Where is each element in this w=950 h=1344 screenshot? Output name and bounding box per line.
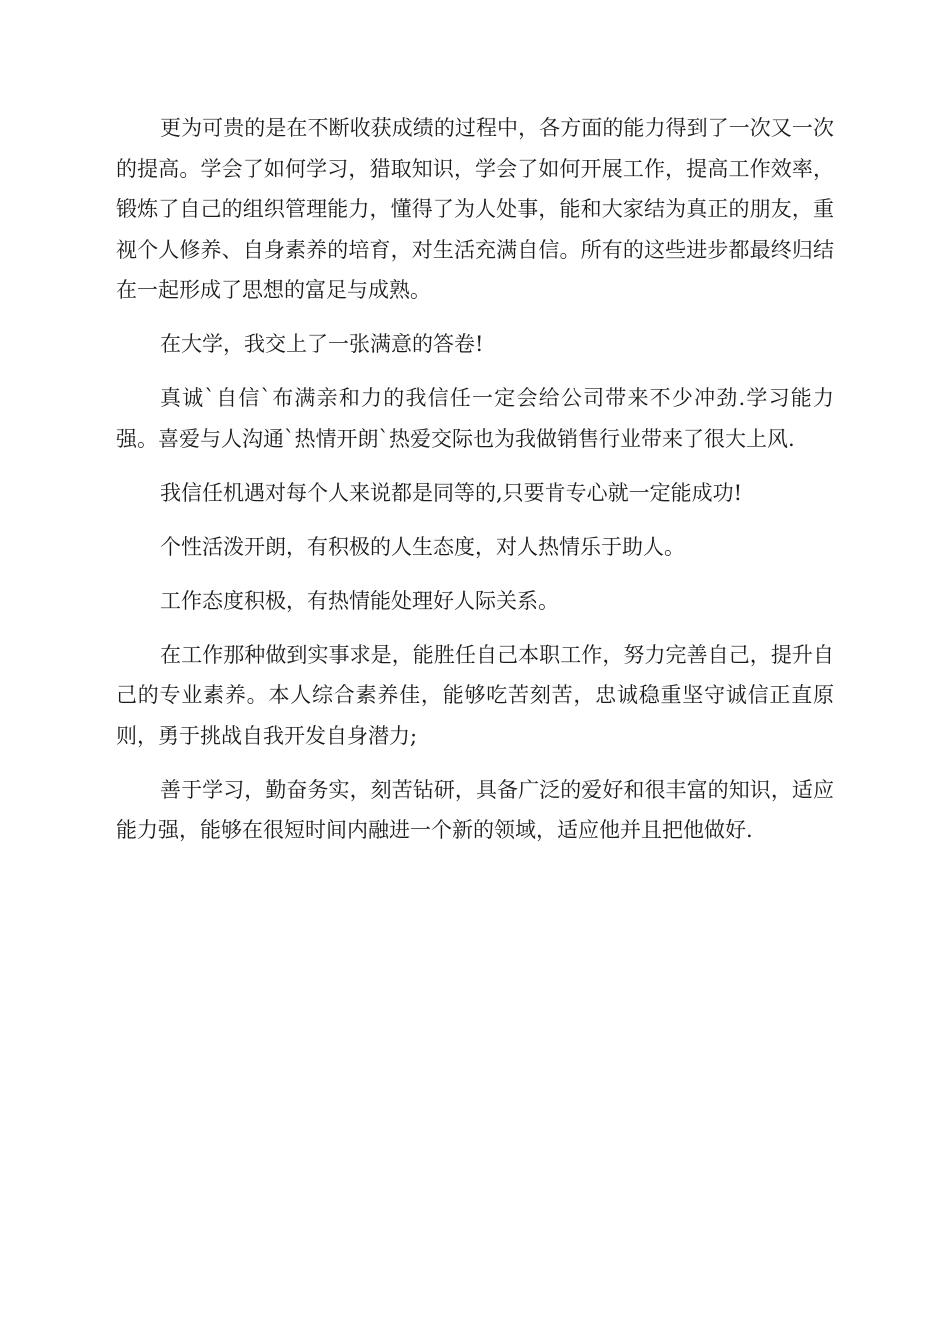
paragraph-work-attitude: 工作态度积极，有热情能处理好人际关系。 xyxy=(160,588,559,613)
paragraph-opportunity: 我信任机遇对每个人来说都是同等的,只要肯专心就一定能成功! xyxy=(160,480,743,505)
paragraph-work-practice: 在工作那种做到实事求是，能胜任自己本职工作，努力完善自己，提升自己的专业素养。本人综合素养佳，能够吃苦刻苦，忠诚稳重坚守诚信正直原则，勇于挑战自我开发自身潜力; xyxy=(116,642,834,748)
paragraph-sincerity: 真诚`自信`布满亲和力的我信任一定会给公司带来不少冲劲.学习能力强。喜爱与人沟通`热情开朗`热爱交际也为我做销售行业带来了很大上风. xyxy=(116,386,834,451)
paragraph-university-answer: 在大学，我交上了一张满意的答卷! xyxy=(160,332,484,356)
document-page xyxy=(116,108,834,864)
paragraph-personality: 个性活泼开朗，有积极的人生态度，对人热情乐于助人。 xyxy=(160,534,685,559)
paragraph-progress: 更为可贵的是在不断收获成绩的过程中，各方面的能力得到了一次又一次的提高。学会了如何学习，猎取知识，学会了如何开展工作，提高工作效率，锻炼了自己的组织管理能力，懂得了为人处事，能和大家结为真正的朋友，重视个人修养、自身素养的培育，对生活充满自信。所有的这些进步都最终归结在一起形成了思想的富足与成熟。 xyxy=(116,116,834,302)
paragraph-learning: 善于学习，勤奋务实，刻苦钻研，具备广泛的爱好和很丰富的知识，适应能力强，能够在很短时间内融进一个新的领域，适应他并且把他做好. xyxy=(116,777,834,842)
